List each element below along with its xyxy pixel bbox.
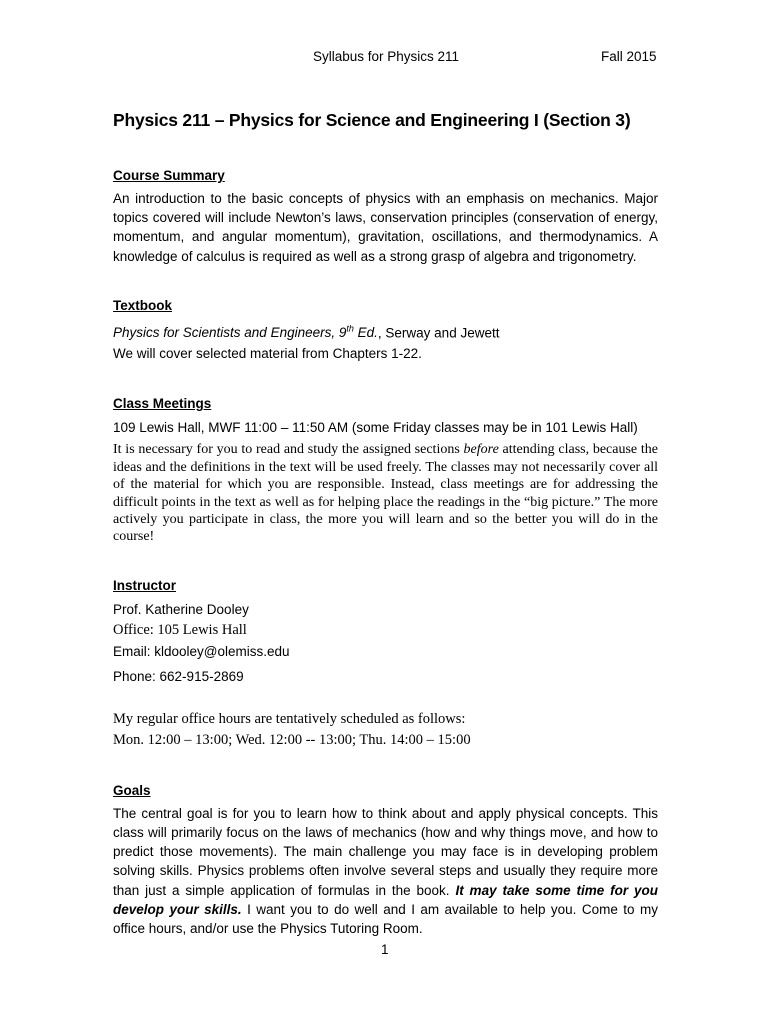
instructor-heading: Instructor — [113, 577, 177, 593]
course-summary-text: An introduction to the basic concepts of physics with an emphasis on mechanics. Major topics covered will include Newton’s laws, conservation principles (conservation of energy, momentum, and angular momentum), gravitation, oscillations, and thermodynamics. A knowledge of calculus is required as well as a strong grasp of algebra and trigonometry. — [113, 191, 658, 264]
textbook-title: Physics for Scientists and Engineers, 9 — [113, 325, 347, 341]
goals-text — [113, 804, 658, 938]
goals-section — [113, 781, 658, 938]
textbook-edition-suffix: Ed. — [353, 325, 378, 341]
office-hours-intro: My regular office hours are tentatively scheduled as follows: — [113, 710, 466, 727]
textbook-coverage: We will cover selected material from Chapters 1-22. — [113, 346, 422, 362]
goals-text-part: The central goal is for you to learn how to think about and apply physical concepts. This class will primarily focus on the laws of mechanics (how and why things move, and how to predict those movements). The main challenge you may face is in developing problem solving skills. Physics problems often involve several steps and usually they require more than just a simple application of formulas in the book. — [113, 805, 658, 898]
class-meetings-text-part: attending class, because the ideas and the definitions in the text will be used freely. The classes may not necessarily cover all of the material for which you are responsible. Instead, class meetings are for addressing the difficult points in the text as well as for helping place the readings in the “big picture.” The more actively you participate in class, the more you will learn and so the better you will do in the course! — [113, 442, 658, 545]
instructor-email: Email: kldooley@olemiss.edu — [113, 643, 290, 659]
textbook-authors: , Serway and Jewett — [377, 325, 500, 341]
running-header-term: Fall 2015 — [601, 49, 657, 64]
office-hours-block — [113, 709, 658, 751]
class-meetings-text — [113, 441, 658, 545]
class-meetings-section — [113, 394, 658, 545]
instructor-name: Prof. Katherine Dooley — [113, 601, 249, 617]
class-meetings-schedule: 109 Lewis Hall, MWF 11:00 – 11:50 AM (some Friday classes may be in 101 Lewis Hall) — [113, 420, 638, 436]
page-number: 1 — [381, 942, 389, 957]
course-summary-section — [113, 166, 658, 266]
goals-emphasis: It may take some time for you develop your skills. — [113, 882, 658, 917]
course-summary-heading: Course Summary — [113, 168, 225, 183]
textbook-heading: Textbook — [113, 297, 173, 313]
class-meetings-heading: Class Meetings — [113, 396, 212, 412]
textbook-edition-sup: th — [346, 323, 354, 334]
office-hours-times: Mon. 12:00 – 13:00; Wed. 12:00 -- 13:00; Thu. 14:00 – 15:00 — [113, 731, 471, 748]
textbook-section — [113, 296, 658, 365]
instructor-section — [113, 576, 658, 751]
page-title: Physics 211 – Physics for Science and Engineering I (Section 3) — [113, 110, 631, 130]
class-meetings-text-part: It is necessary for you to read and study the assigned sections — [113, 442, 464, 458]
instructor-phone: Phone: 662-915-2869 — [113, 668, 244, 684]
textbook-citation — [113, 319, 658, 344]
running-header-title: Syllabus for Physics 211 — [313, 49, 460, 64]
class-meetings-emphasis: before — [463, 442, 499, 458]
document-body — [113, 110, 658, 938]
goals-text-part: I want you to do well and I am available to help you. Come to my office hours, and/or use the Physics Tutoring Room. — [113, 901, 658, 936]
goals-heading: Goals — [113, 782, 151, 798]
instructor-office: Office: 105 Lewis Hall — [113, 621, 247, 638]
